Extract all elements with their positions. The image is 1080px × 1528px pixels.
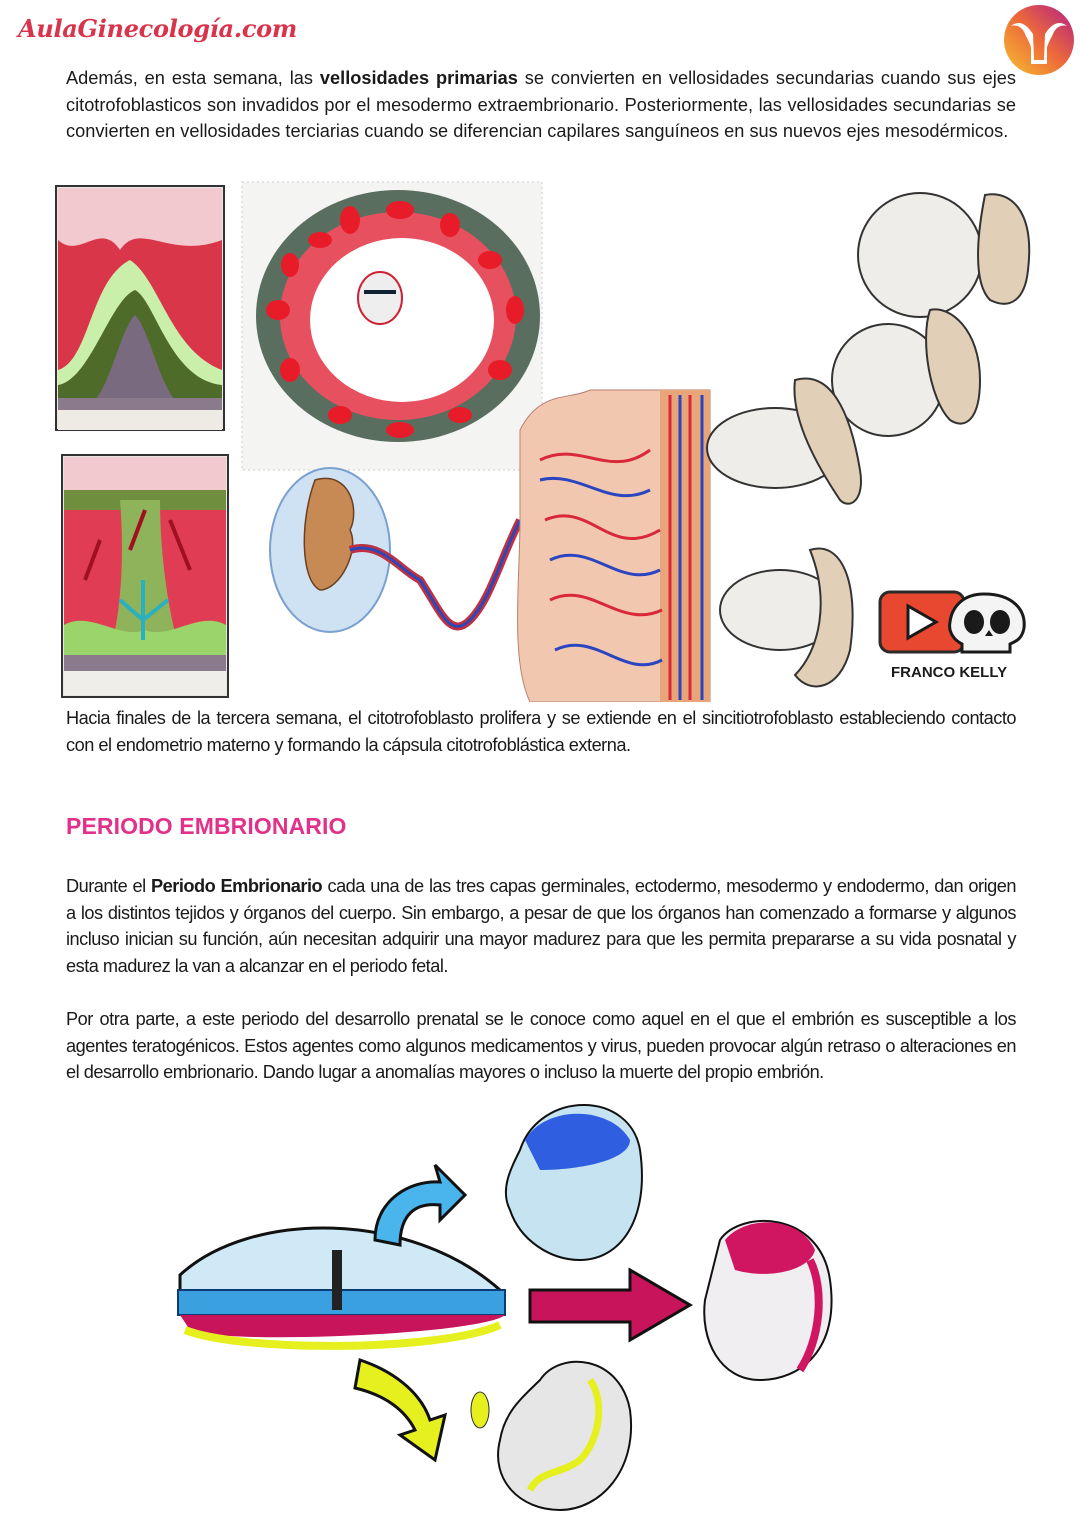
ectoderm-embryo-illustration — [506, 1105, 642, 1260]
bold-term-periodo-embrionario: Periodo Embrionario — [151, 876, 323, 896]
trilaminar-disc-illustration — [178, 1228, 505, 1346]
paragraph-teratogenicos: Por otra parte, a este periodo del desarrollo prenatal se le conoce como aquel en el que el embrión es susceptible a los agentes teratogénicos. Estos agentes como algunos medicamentos y virus, pueden provocar algún retraso o alteraciones en el desarrollo embrionario. Dando lugar a anomalías mayores o incluso la muerte del propio embrión. — [66, 1009, 1016, 1082]
paragraph-vellosidades: Además, en esta semana, las vellosidades primarias se convierten en vellosidades secundarias cuando sus ejes citotrofoblasticos son invadidos por el mesodermo extraembrionario. Posteriormente, las vellosidades secundarias se convierten en vellosidades terciarias cuando se diferencian capilares sanguíneos en sus nuevos ejes mesodérmicos. — [66, 68, 1017, 141]
endoderm-embryo-illustration — [471, 1362, 631, 1510]
chorionic-sac-cross-section — [242, 182, 542, 470]
credit-label: FRANCO KELLY — [891, 664, 1008, 681]
endoderm-arrow-icon — [355, 1360, 445, 1460]
section-title-periodo-embrionario: PERIODO EMBRIONARIO — [66, 813, 347, 839]
ectoderm-arrow-icon — [375, 1165, 465, 1245]
villus-tertiary-illustration — [62, 455, 228, 697]
mesoderm-embryo-illustration — [704, 1221, 831, 1380]
mesoderm-arrow-icon — [530, 1270, 690, 1340]
villus-primary-illustration — [56, 186, 224, 430]
paragraph-citotrofoblasto: Hacia finales de la tercera semana, el citotrofoblasto prolifera y se extiende en el sincitiotrofoblasto estableciendo contacto con el endometrio materno y formando la cápsula citotrofoblástica externa. — [66, 708, 1016, 755]
brand-title: AulaGinecología.com — [18, 14, 297, 43]
youtube-skull-icon — [878, 588, 1028, 658]
paragraph-periodo-embrionario: Durante el Periodo Embrionario cada una de las tres capas germinales, ectodermo, mesodermo y endodermo, dan origen a los distintos tejidos y órganos del cuerpo. Sin embargo, a pesar de que los órganos han comenzado a formarse y algunos incluso inician su función, aún necesitan adquirir una mayor madurez para que les permita prepararse a su vida posnatal y esta madurez la van a alcanzar en el periodo fetal. — [66, 876, 1016, 976]
bold-term-vellosidades-primarias: vellosidades primarias — [319, 68, 518, 88]
germ-layers-figure — [160, 1090, 900, 1528]
